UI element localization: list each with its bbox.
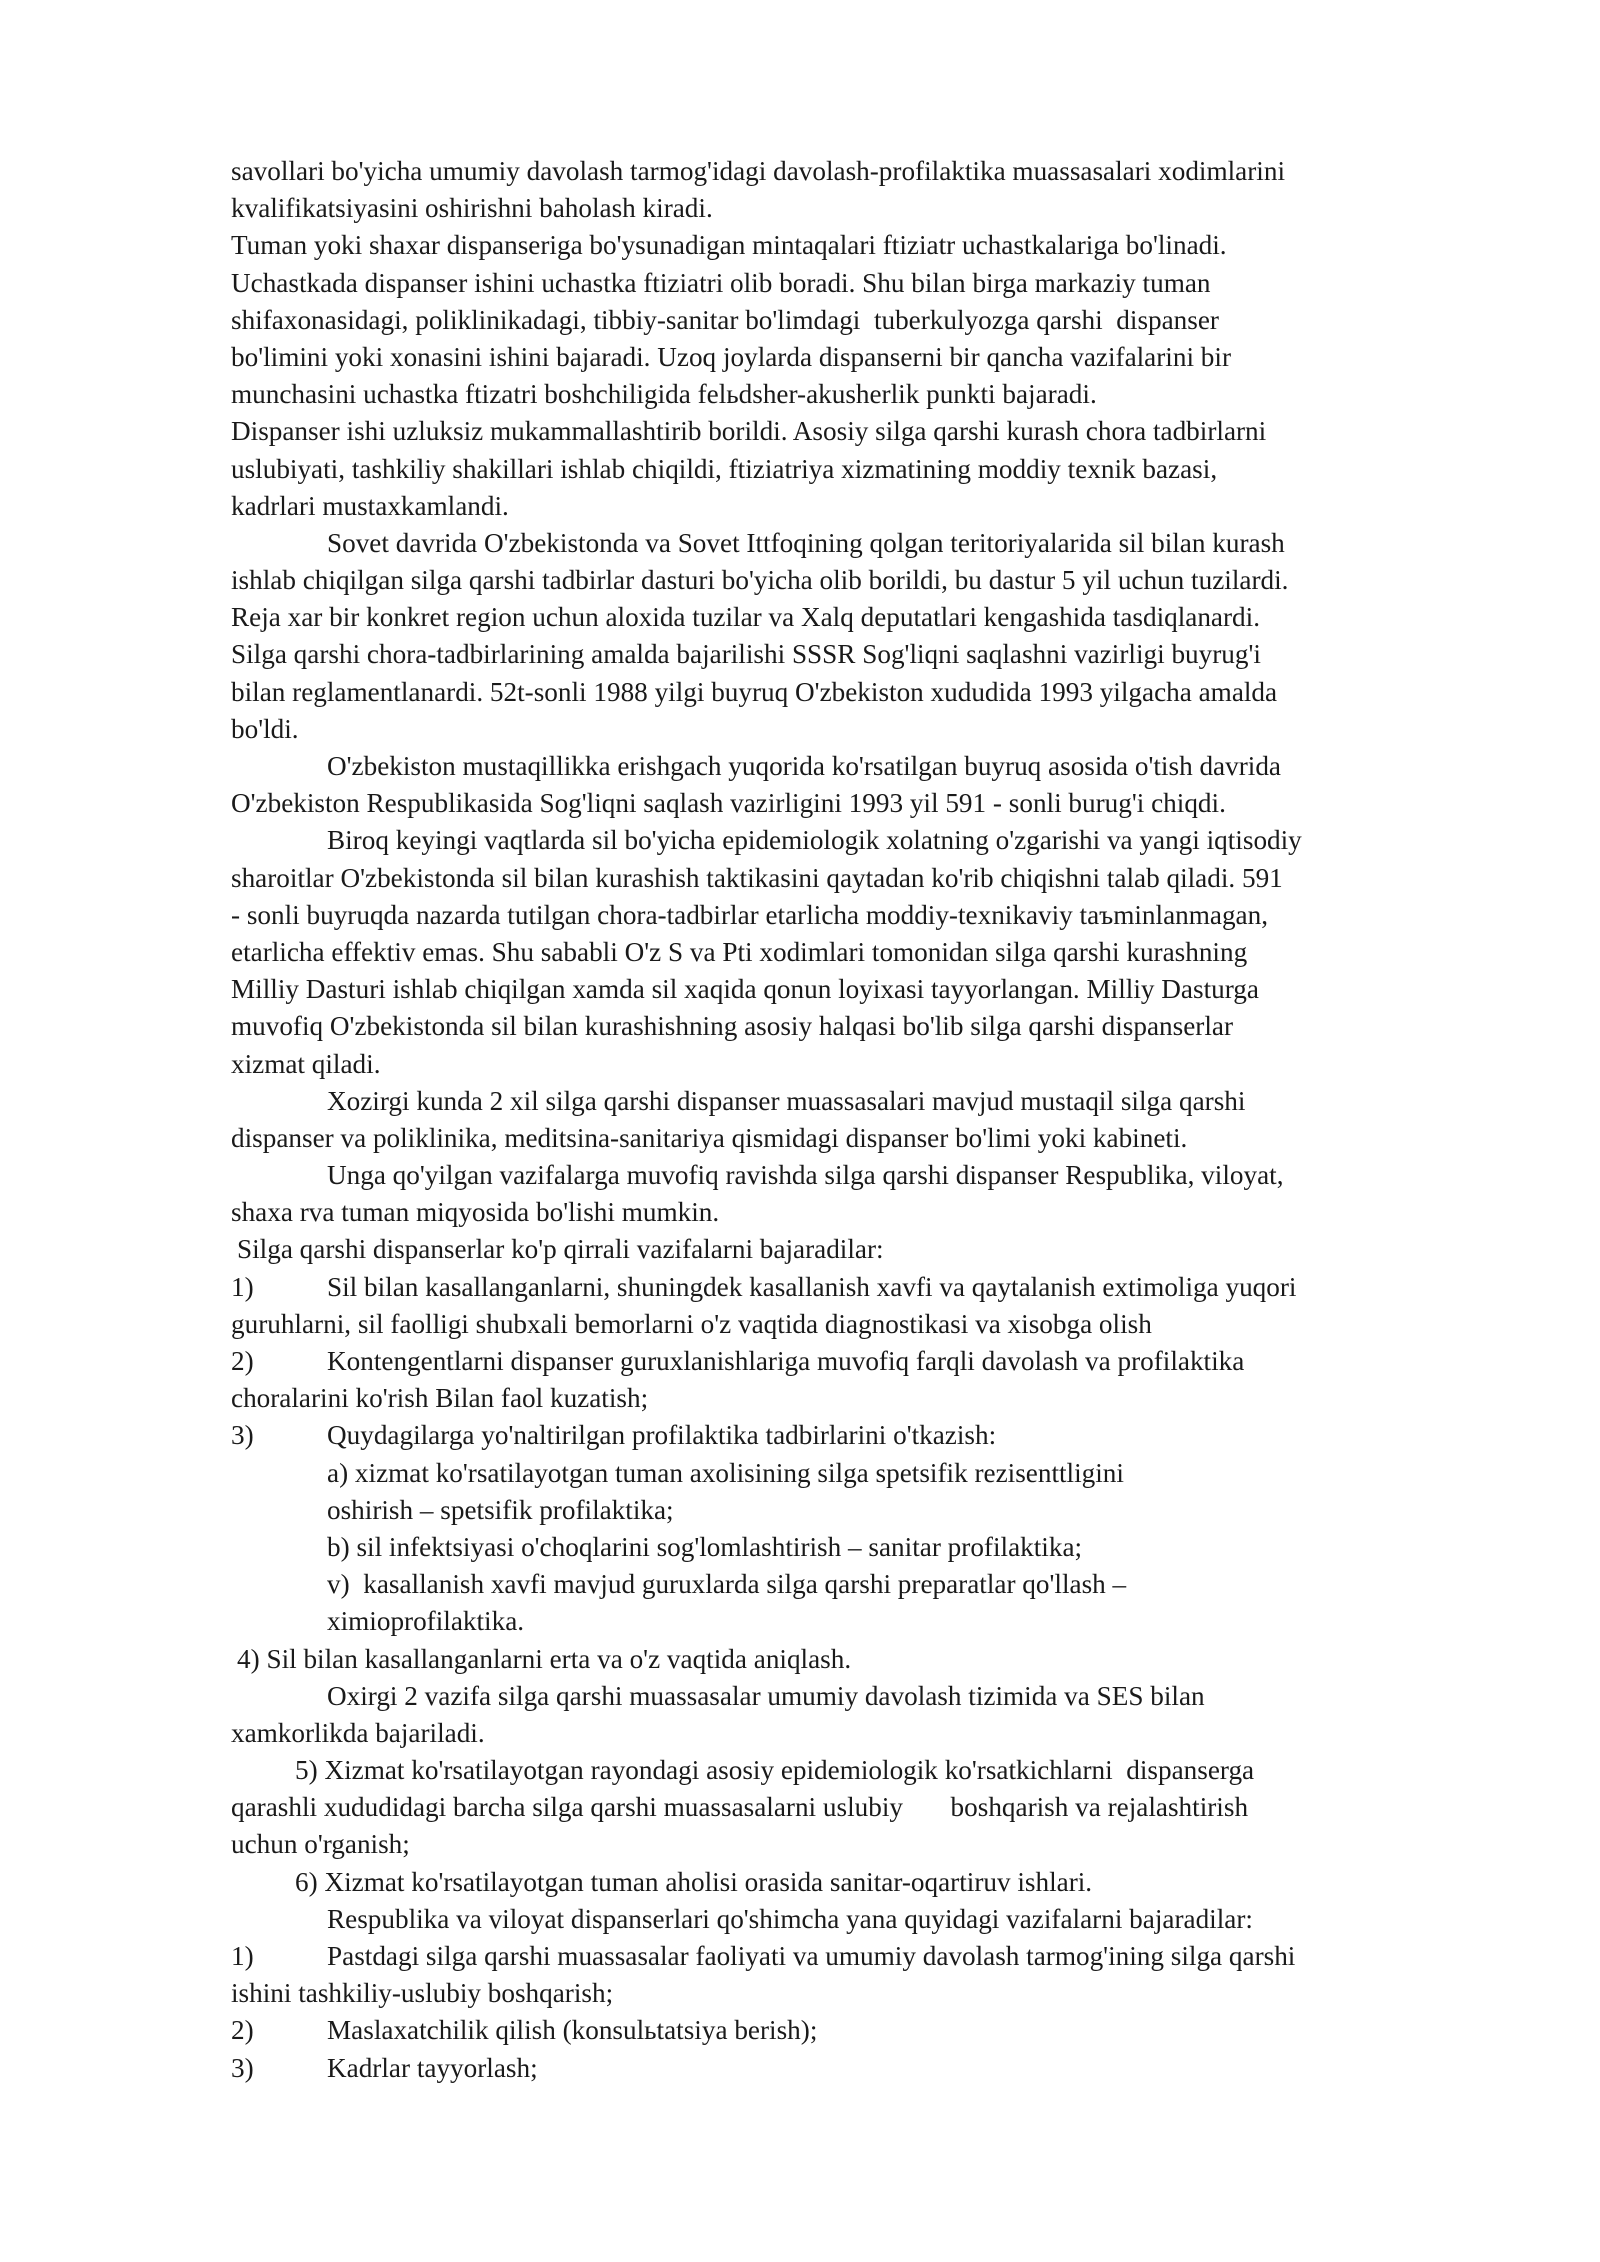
list-number: 2) — [231, 1346, 254, 1376]
text-line: Unga qo'yilgan vazifalarga muvofiq ravishda silga qarshi dispanser Respublika, viloyat, — [327, 1160, 1284, 1191]
list-number: 1) — [231, 1941, 254, 1971]
list-number: 3) — [231, 1420, 254, 1451]
list-item — [231, 1343, 1501, 1380]
list-item — [231, 2050, 1501, 2087]
list-item-text: Kontengentlarni dispanser guruxlanishlariga muvofiq farqli davolash va profilaktika — [327, 1346, 1245, 1376]
text-line: Uchastkada dispanser ishini uchastka ftiziatri olib boradi. Shu bilan birga markaziy tuman — [231, 267, 1211, 298]
text-line: Tuman yoki shaxar dispanseriga bo'ysunadigan mintaqalari ftiziatr uchastkalariga bo'linadi. — [231, 230, 1227, 261]
list-item — [231, 1269, 1501, 1306]
text-line: 5) Xizmat ko'rsatilayotgan rayondagi asosiy epidemiologik ko'rsatkichlarni dispanserga — [295, 1755, 1255, 1786]
text-line: kvalifikatsiyasini oshirishni baholash kiradi. — [231, 193, 713, 224]
text-line: 4) Sil bilan kasallanganlarni erta va o'z vaqtida aniqlash. — [237, 1643, 852, 1674]
sub-item-line: oshirish – spetsifik profilaktika; — [327, 1494, 674, 1525]
text-line: dispanser va poliklinika, meditsina-sanitariya qismidagi dispanser bo'limi yoki kabineti. — [231, 1122, 1188, 1153]
text-line: etarlicha effektiv emas. Shu sababli O'z S va Pti xodimlari tomonidan silga qarshi kurashning — [231, 936, 1248, 967]
text-line: savollari bo'yicha umumiy davolash tarmog'idagi davolash-profilaktika muassasalari xodimlarini — [231, 156, 1285, 186]
text-line: choralarini ko'rish Bilan faol kuzatish; — [231, 1383, 649, 1414]
text-line: shifaxonasidagi, poliklinikadagi, tibbiy-sanitar bo'limdagi tuberkulyozga qarshi dispanser — [231, 304, 1219, 335]
text-line: bo'ldi. — [231, 713, 299, 744]
text-line: Oxirgi 2 vazifa silga qarshi muassasalar umumiy davolash tizimida va SES bilan — [327, 1680, 1205, 1711]
text-line: Respublika va viloyat dispanserlari qo'shimcha yana quyidagi vazifalarni bajaradilar: — [327, 1903, 1253, 1934]
text-line: shaxa rva tuman miqyosida bo'lishi mumkin. — [231, 1197, 720, 1228]
text-line: muvofiq O'zbekistonda sil bilan kurashishning asosiy halqasi bo'lib silga qarshi dispanserlar — [231, 1011, 1233, 1042]
sub-item-line: ximioprofilaktika. — [327, 1606, 525, 1637]
text-line: Reja xar bir konkret region uchun aloxida tuzilar va Xalq deputatlari kengashida tasdiqlanardi. — [231, 602, 1260, 633]
text-line: Dispanser ishi uzluksiz mukammallashtirib borildi. Asosiy silga qarshi kurash chora tadbirlarni — [231, 416, 1267, 447]
list-item — [231, 1938, 1501, 1975]
list-item — [231, 1417, 1501, 1454]
list-number: 1) — [231, 1271, 254, 1302]
text-line: sharoitlar O'zbekistonda sil bilan kurashish taktikasini qaytadan ko'rib chiqishni talab qiladi. 591 — [231, 862, 1283, 893]
text-line: bo'limini yoki xonasini ishini bajaradi. Uzoq joylarda dispanserni bir qancha vazifalarini bir — [231, 341, 1232, 372]
list-item-text: Sil bilan kasallanganlarni, shuningdek kasallanish xavfi va qaytalanish extimoliga yuqori — [327, 1271, 1297, 1302]
text-line: xizmat qiladi. — [231, 1048, 381, 1079]
text-line: munchasini uchastka ftizatri boshchiligida felьdsher-akusherlik punkti bajaradi. — [231, 379, 1097, 410]
text-line: qarashli xududidagi barcha silga qarshi muassasalarni uslubiy boshqarish va rejalashtirish — [231, 1792, 1249, 1823]
text-line: uslubiyati, tashkiliy shakillari ishlab chiqildi, ftiziatriya xizmatining moddiy texnik bazasi, — [231, 453, 1218, 484]
text-line: guruhlarni, sil faolligi shubxali bemorlarni o'z vaqtida diagnostikasi va xisobga olish — [231, 1308, 1152, 1339]
text-line: xamkorlikda bajariladi. — [231, 1717, 485, 1748]
text-line: O'zbekiston mustaqillikka erishgach yuqorida ko'rsatilgan buyruq asosida o'tish davrida — [327, 751, 1281, 781]
list-item — [231, 2012, 1501, 2049]
text-line: Milliy Dasturi ishlab chiqilgan xamda sil xaqida qonun loyixasi tayyorlangan. Milliy Dasturga — [231, 974, 1259, 1005]
list-number: 2) — [231, 2015, 254, 2046]
text-line: uchun o'rganish; — [231, 1829, 410, 1860]
text-line: Silga qarshi chora-tadbirlarining amalda bajarilishi SSSR Sog'liqni saqlashni vazirligi buyrug'i — [231, 639, 1261, 670]
text-line: Xozirgi kunda 2 xil silga qarshi dispanser muassasalari mavjud mustaqil silga qarshi — [327, 1085, 1246, 1116]
text-line: Sovet davrida O'zbekistonda va Sovet Ittfoqining qolgan teritoriyalarida sil bilan kurash — [327, 527, 1285, 558]
sub-item-line: v) kasallanish xavfi mavjud guruxlarda silga qarshi preparatlar qo'llash – — [327, 1569, 1127, 1600]
list-item-text: Maslaxatchilik qilish (konsulьtatsiya berish); — [327, 2015, 818, 2046]
text-line: Biroq keyingi vaqtlarda sil bo'yicha epidemiologik xolatning o'zgarishi va yangi iqtisodiy — [327, 825, 1302, 856]
sub-item-line: b) sil infektsiyasi o'choqlarini sog'lomlashtirish – sanitar profilaktika; — [327, 1531, 1083, 1562]
text-line: kadrlari mustaxkamlandi. — [231, 490, 509, 521]
text-line: 6) Xizmat ko'rsatilayotgan tuman aholisi orasida sanitar-oqartiruv ishlari. — [295, 1866, 1093, 1897]
list-item-text: Pastdagi silga qarshi muassasalar faoliyati va umumiy davolash tarmog'ining silga qarshi — [327, 1941, 1296, 1971]
text-line: - sonli buyruqda nazarda tutilgan chora-tadbirlar etarlicha moddiy-texnikaviy taъminlanmagan, — [231, 899, 1269, 930]
text-line: ishini tashkiliy-uslubiy boshqarish; — [231, 1978, 614, 2009]
list-item-text: Kadrlar tayyorlash; — [327, 2052, 538, 2083]
text-line: bilan reglamentlanardi. 52t-sonli 1988 yilgi buyruq O'zbekiston xududida 1993 yilgacha amalda — [231, 676, 1278, 707]
sub-item-line: a) xizmat ko'rsatilayotgan tuman axolisining silga spetsifik rezisenttligini — [327, 1457, 1124, 1488]
text-line: O'zbekiston Respublikasida Sog'liqni saqlash vazirligini 1993 yil 591 - sonli burug'i chiqdi. — [231, 788, 1226, 819]
list-number: 3) — [231, 2052, 254, 2083]
document-page — [231, 153, 1501, 2087]
text-line: ishlab chiqilgan silga qarshi tadbirlar dasturi bo'yicha olib borildi, bu dastur 5 yil uchun tuzilardi. — [231, 565, 1289, 596]
text-line: Silga qarshi dispanserlar ko'p qirrali vazifalarni bajaradilar: — [237, 1234, 884, 1265]
list-item-text: Quydagilarga yo'naltirilgan profilaktika tadbirlarini o'tkazish: — [327, 1420, 997, 1451]
